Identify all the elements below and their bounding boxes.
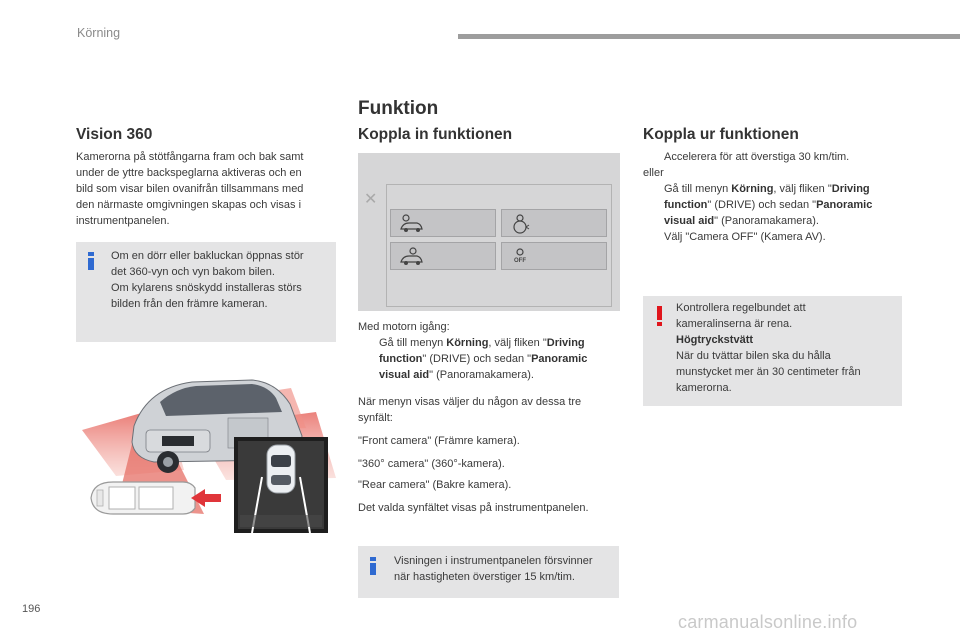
right-step-1	[643, 149, 923, 165]
front-camera-button[interactable]	[390, 209, 496, 237]
middle-selected-text: Det valda synfältet visas på instrumentpanelen.	[358, 502, 589, 514]
camera-off-label: OFF	[514, 258, 526, 264]
option-360-camera: "360° camera" (360°-kamera).	[358, 458, 505, 470]
left-info-line: Om kylarens snöskydd installeras störs	[111, 282, 302, 294]
middle-step-line-3: visual aid" (Panoramakamera).	[379, 369, 534, 381]
rear-camera-button[interactable]	[390, 242, 496, 270]
right-step-2-line-1: Gå till menyn Körning, välj fliken "Driving	[664, 183, 870, 195]
warning-line: kamerorna.	[676, 382, 732, 394]
left-body-line: instrumentpanelen.	[76, 215, 170, 227]
rear-camera-icon	[397, 246, 427, 268]
main-title: Funktion	[358, 98, 439, 119]
left-info-line: bilden från den främre kameran.	[111, 298, 268, 310]
right-heading: Koppla ur funktionen	[643, 126, 799, 143]
warning-line: När du tvättar bilen ska du hålla	[676, 350, 831, 362]
left-info-line: Om en dörr eller bakluckan öppnas stör	[111, 250, 304, 262]
middle-menu-text	[358, 394, 581, 426]
right-warning-box	[643, 296, 902, 406]
camera-top-view-display	[234, 437, 328, 533]
right-step-3-text: Välj "Camera OFF" (Kamera AV).	[664, 231, 826, 243]
left-info-box	[76, 242, 336, 342]
middle-step-line-2: function" (DRIVE) och sedan "Panoramic	[379, 353, 588, 365]
warning-title: Högtryckstvätt	[676, 334, 754, 346]
left-heading: Vision 360	[76, 126, 153, 143]
right-step-3	[643, 229, 923, 245]
left-body-line: Kamerorna på stötfångarna fram och bak samt	[76, 151, 304, 163]
warning-line: kameralinserna är rena.	[676, 318, 793, 330]
left-body-line: den närmaste omgivningen skapas och visas i	[76, 199, 302, 211]
middle-info-box	[358, 546, 619, 598]
car-top-diagram	[87, 478, 223, 518]
right-step-2	[643, 181, 923, 229]
right-warning-text	[676, 300, 898, 396]
info-icon	[370, 557, 376, 575]
middle-menu-line: synfält:	[358, 412, 393, 424]
left-body	[76, 149, 346, 229]
middle-intro: Med motorn igång:	[358, 321, 450, 333]
middle-heading: Koppla in funktionen	[358, 126, 513, 143]
warning-line: Kontrollera regelbundet att	[676, 302, 806, 314]
header-bar	[458, 34, 960, 39]
middle-menu-line: När menyn visas väljer du någon av dessa tre	[358, 396, 582, 408]
option-front-camera: "Front camera" (Främre kamera).	[358, 435, 520, 447]
left-body-line: bild som visar bilen ovanifrån tillsammans med	[76, 183, 304, 195]
warning-icon	[657, 306, 662, 326]
left-info-text	[111, 248, 331, 312]
camera-off-icon	[508, 246, 538, 268]
camera-360-button[interactable]	[501, 209, 607, 237]
middle-info-line: Visningen i instrumentpanelen försvinner	[394, 555, 593, 567]
watermark: carmanualsonline.info	[678, 612, 858, 632]
front-camera-icon	[397, 213, 427, 235]
top-view-image	[234, 437, 328, 533]
warning-line: munstycket mer än 30 centimeter från	[676, 366, 861, 378]
option-rear-camera: "Rear camera" (Bakre kamera).	[358, 479, 512, 491]
touchscreen-panel	[386, 184, 612, 307]
right-step-2-line-3: visual aid" (Panoramakamera).	[664, 215, 819, 227]
info-icon	[88, 252, 94, 270]
right-step-1-text: Accelerera för att överstiga 30 km/tim.	[664, 151, 850, 163]
middle-info-line: när hastigheten överstiger 15 km/tim.	[394, 571, 575, 583]
middle-step	[358, 335, 623, 383]
section-title: Körning	[77, 26, 121, 40]
camera-360-icon	[508, 213, 538, 235]
right-or: eller	[643, 167, 664, 179]
touchscreen-illustration	[358, 153, 620, 311]
camera-off-button[interactable]	[501, 242, 607, 270]
close-icon: ✕	[364, 191, 378, 208]
right-step-2-line-2: function" (DRIVE) och sedan "Panoramic	[664, 199, 873, 211]
middle-step-line-1: Gå till menyn Körning, välj fliken "Driving	[379, 337, 585, 349]
page-number: 196	[22, 603, 41, 615]
left-info-line: det 360-vyn och vyn bakom bilen.	[111, 266, 275, 278]
left-body-line: under de yttre backspeglarna aktiveras och en	[76, 167, 302, 179]
middle-info-text	[394, 553, 616, 585]
